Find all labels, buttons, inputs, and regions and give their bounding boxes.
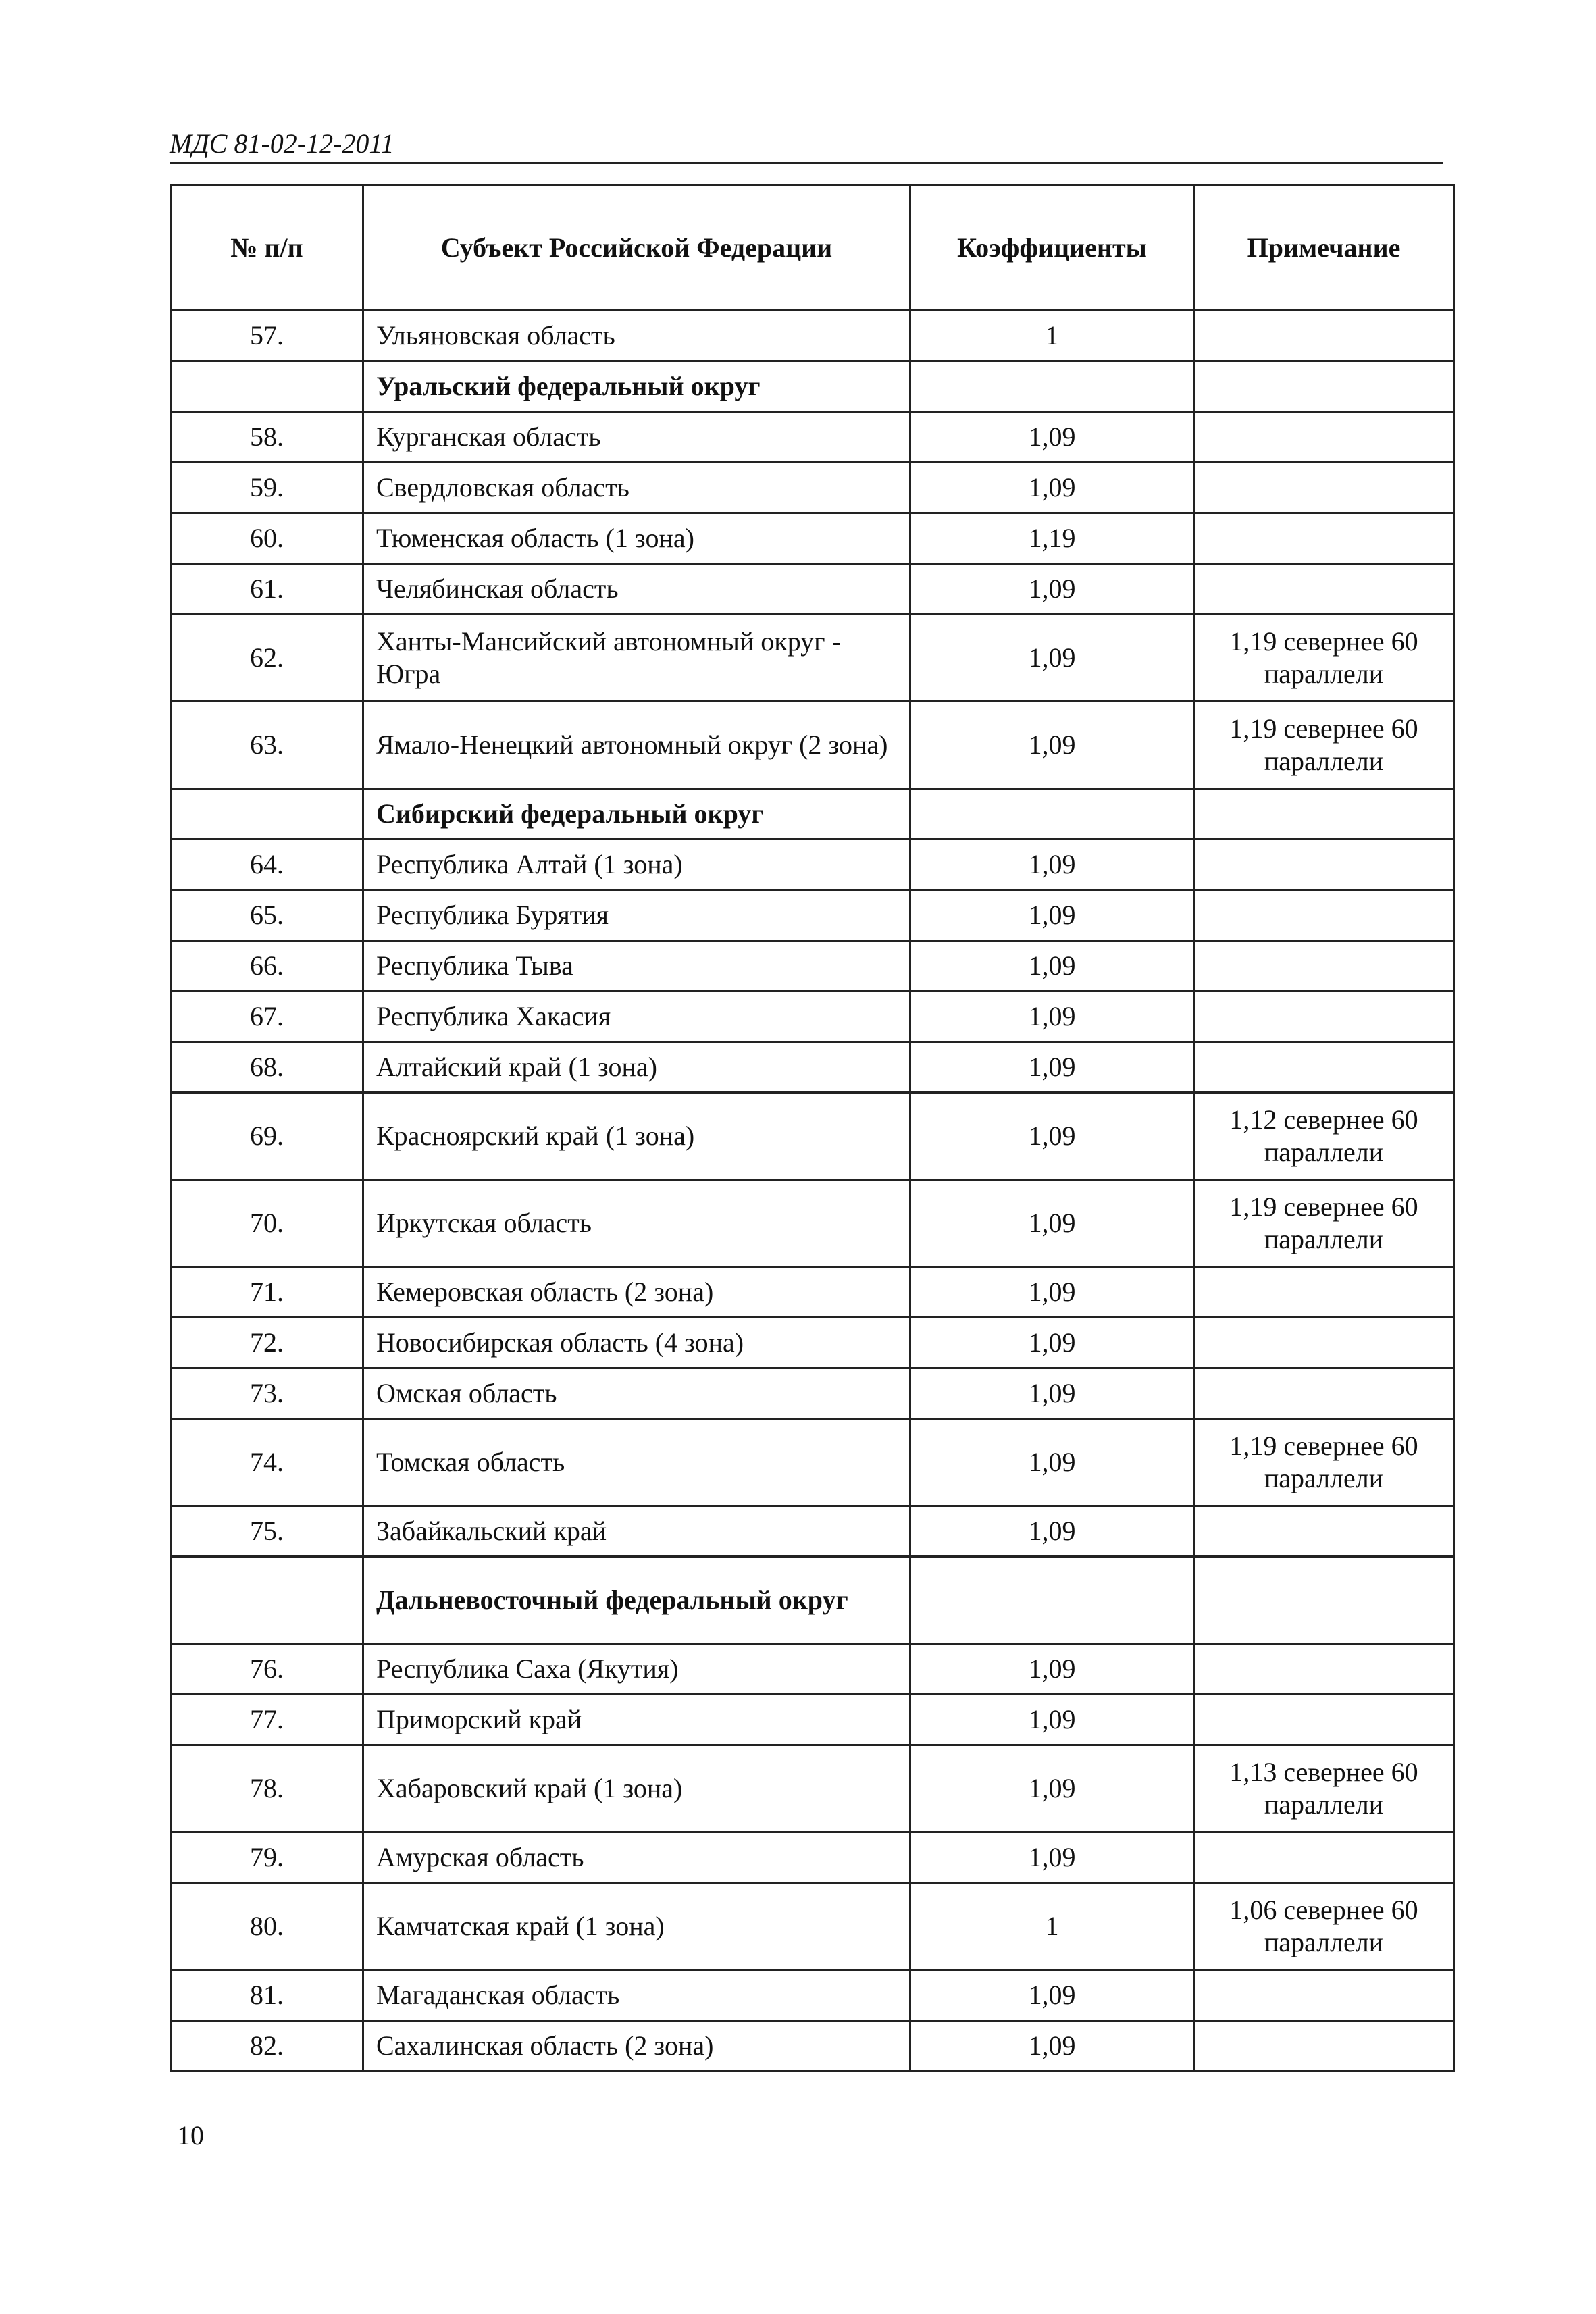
subject-name: Хабаровский край (1 зона) — [363, 1745, 910, 1832]
table-header-row — [171, 185, 1454, 311]
note-text — [1194, 1506, 1454, 1557]
table-row — [171, 463, 1454, 513]
subject-name: Ямало-Ненецкий автономный округ (2 зона) — [363, 702, 910, 789]
note-text: 1,06 севернее 60 параллели — [1194, 1883, 1454, 1970]
table-row — [171, 1832, 1454, 1883]
subject-name: Новосибирская область (4 зона) — [363, 1318, 910, 1368]
row-number: 72. — [171, 1318, 363, 1368]
coefficient-value: 1,09 — [910, 1970, 1194, 2021]
row-number: 77. — [171, 1695, 363, 1745]
table-row — [171, 1042, 1454, 1093]
note-text: 1,13 севернее 60 параллели — [1194, 1745, 1454, 1832]
note-text: 1,19 севернее 60 параллели — [1194, 702, 1454, 789]
coefficient-value: 1 — [910, 311, 1194, 361]
table-row — [171, 840, 1454, 890]
table-row — [171, 1267, 1454, 1318]
coefficient-value: 1,09 — [910, 840, 1194, 890]
row-number: 62. — [171, 615, 363, 702]
coefficient-value: 1,09 — [910, 992, 1194, 1042]
row-number: 66. — [171, 941, 363, 992]
subject-name: Алтайский край (1 зона) — [363, 1042, 910, 1093]
row-number: 70. — [171, 1180, 363, 1267]
coefficient-value: 1,09 — [910, 2021, 1194, 2072]
note-text — [1194, 1267, 1454, 1318]
table-row — [171, 941, 1454, 992]
row-number: 80. — [171, 1883, 363, 1970]
table-row — [171, 1644, 1454, 1695]
coefficient-value — [910, 361, 1194, 412]
coefficient-value: 1,09 — [910, 941, 1194, 992]
row-number — [171, 789, 363, 840]
table-row — [171, 564, 1454, 615]
note-text — [1194, 1644, 1454, 1695]
coefficient-value: 1,19 — [910, 513, 1194, 564]
subject-name: Курганская область — [363, 412, 910, 463]
table-row — [171, 1970, 1454, 2021]
column-header-subject: Субъект Российской Федерации — [363, 185, 910, 311]
coefficient-value: 1,09 — [910, 1419, 1194, 1506]
coefficient-value: 1,09 — [910, 1644, 1194, 1695]
subject-name: Сибирский федеральный округ — [363, 789, 910, 840]
coefficient-value: 1,09 — [910, 1832, 1194, 1883]
note-text: 1,19 севернее 60 параллели — [1194, 615, 1454, 702]
note-text — [1194, 2021, 1454, 2072]
subject-name: Иркутская область — [363, 1180, 910, 1267]
coefficients-table — [170, 184, 1455, 2072]
subject-name: Амурская область — [363, 1832, 910, 1883]
table-row — [171, 1695, 1454, 1745]
district-row — [171, 361, 1454, 412]
row-number — [171, 361, 363, 412]
row-number: 69. — [171, 1093, 363, 1180]
row-number: 64. — [171, 840, 363, 890]
coefficient-value: 1,09 — [910, 890, 1194, 941]
subject-name: Республика Бурятия — [363, 890, 910, 941]
note-text — [1194, 361, 1454, 412]
subject-name: Омская область — [363, 1368, 910, 1419]
table-row — [171, 1180, 1454, 1267]
table-row — [171, 513, 1454, 564]
subject-name: Томская область — [363, 1419, 910, 1506]
note-text — [1194, 311, 1454, 361]
table-row — [171, 615, 1454, 702]
note-text — [1194, 1318, 1454, 1368]
note-text: 1,19 севернее 60 параллели — [1194, 1419, 1454, 1506]
row-number: 58. — [171, 412, 363, 463]
note-text — [1194, 992, 1454, 1042]
subject-name: Республика Алтай (1 зона) — [363, 840, 910, 890]
row-number: 63. — [171, 702, 363, 789]
subject-name: Уральский федеральный округ — [363, 361, 910, 412]
column-header-note: Примечание — [1194, 185, 1454, 311]
subject-name: Ханты-Мансийский автономный округ - Югра — [363, 615, 910, 702]
subject-name: Красноярский край (1 зона) — [363, 1093, 910, 1180]
table-row — [171, 702, 1454, 789]
coefficient-value: 1,09 — [910, 1042, 1194, 1093]
page-number: 10 — [177, 2120, 204, 2151]
note-text — [1194, 840, 1454, 890]
row-number: 68. — [171, 1042, 363, 1093]
coefficient-value — [910, 789, 1194, 840]
table-row — [171, 1318, 1454, 1368]
subject-name: Республика Хакасия — [363, 992, 910, 1042]
note-text — [1194, 513, 1454, 564]
note-text — [1194, 564, 1454, 615]
column-header-coefficient: Коэффициенты — [910, 185, 1194, 311]
row-number: 71. — [171, 1267, 363, 1318]
coefficient-value: 1,09 — [910, 1267, 1194, 1318]
coefficient-value: 1 — [910, 1883, 1194, 1970]
row-number: 59. — [171, 463, 363, 513]
table-row — [171, 1883, 1454, 1970]
note-text — [1194, 463, 1454, 513]
column-header-number: № п/п — [171, 185, 363, 311]
subject-name: Тюменская область (1 зона) — [363, 513, 910, 564]
table-row — [171, 412, 1454, 463]
district-row — [171, 1557, 1454, 1644]
row-number: 75. — [171, 1506, 363, 1557]
row-number: 76. — [171, 1644, 363, 1695]
subject-name: Кемеровская область (2 зона) — [363, 1267, 910, 1318]
row-number: 79. — [171, 1832, 363, 1883]
district-row — [171, 789, 1454, 840]
coefficient-value: 1,09 — [910, 702, 1194, 789]
note-text — [1194, 1557, 1454, 1644]
row-number: 73. — [171, 1368, 363, 1419]
coefficient-value: 1,09 — [910, 1368, 1194, 1419]
coefficient-value: 1,09 — [910, 463, 1194, 513]
row-number: 81. — [171, 1970, 363, 2021]
table-row — [171, 1368, 1454, 1419]
table-row — [171, 1093, 1454, 1180]
subject-name: Сахалинская область (2 зона) — [363, 2021, 910, 2072]
note-text — [1194, 1042, 1454, 1093]
table-row — [171, 992, 1454, 1042]
table-row — [171, 1745, 1454, 1832]
coefficient-value: 1,09 — [910, 1180, 1194, 1267]
note-text — [1194, 1970, 1454, 2021]
row-number: 61. — [171, 564, 363, 615]
note-text — [1194, 1368, 1454, 1419]
note-text — [1194, 789, 1454, 840]
subject-name: Забайкальский край — [363, 1506, 910, 1557]
row-number: 74. — [171, 1419, 363, 1506]
row-number: 82. — [171, 2021, 363, 2072]
subject-name: Приморский край — [363, 1695, 910, 1745]
row-number — [171, 1557, 363, 1644]
header-divider — [170, 162, 1443, 164]
subject-name: Дальневосточный федеральный округ — [363, 1557, 910, 1644]
document-code: МДС 81-02-12-2011 — [170, 128, 394, 159]
row-number: 67. — [171, 992, 363, 1042]
subject-name: Республика Саха (Якутия) — [363, 1644, 910, 1695]
coefficient-value: 1,09 — [910, 1745, 1194, 1832]
subject-name: Ульяновская область — [363, 311, 910, 361]
table-row — [171, 2021, 1454, 2072]
table-row — [171, 890, 1454, 941]
coefficient-value: 1,09 — [910, 1695, 1194, 1745]
coefficient-value: 1,09 — [910, 412, 1194, 463]
table-row — [171, 1419, 1454, 1506]
row-number: 78. — [171, 1745, 363, 1832]
note-text — [1194, 1832, 1454, 1883]
subject-name: Республика Тыва — [363, 941, 910, 992]
note-text: 1,12 севернее 60 параллели — [1194, 1093, 1454, 1180]
note-text — [1194, 941, 1454, 992]
note-text — [1194, 1695, 1454, 1745]
coefficient-value: 1,09 — [910, 1093, 1194, 1180]
coefficient-value: 1,09 — [910, 615, 1194, 702]
subject-name: Свердловская область — [363, 463, 910, 513]
subject-name: Магаданская область — [363, 1970, 910, 2021]
table-body — [171, 311, 1454, 2072]
row-number: 57. — [171, 311, 363, 361]
note-text — [1194, 412, 1454, 463]
table-row — [171, 1506, 1454, 1557]
row-number: 65. — [171, 890, 363, 941]
subject-name: Челябинская область — [363, 564, 910, 615]
table-row — [171, 311, 1454, 361]
coefficient-value: 1,09 — [910, 564, 1194, 615]
coefficient-value: 1,09 — [910, 1506, 1194, 1557]
note-text: 1,19 севернее 60 параллели — [1194, 1180, 1454, 1267]
coefficient-value: 1,09 — [910, 1318, 1194, 1368]
row-number: 60. — [171, 513, 363, 564]
note-text — [1194, 890, 1454, 941]
subject-name: Камчатская край (1 зона) — [363, 1883, 910, 1970]
coefficient-value — [910, 1557, 1194, 1644]
